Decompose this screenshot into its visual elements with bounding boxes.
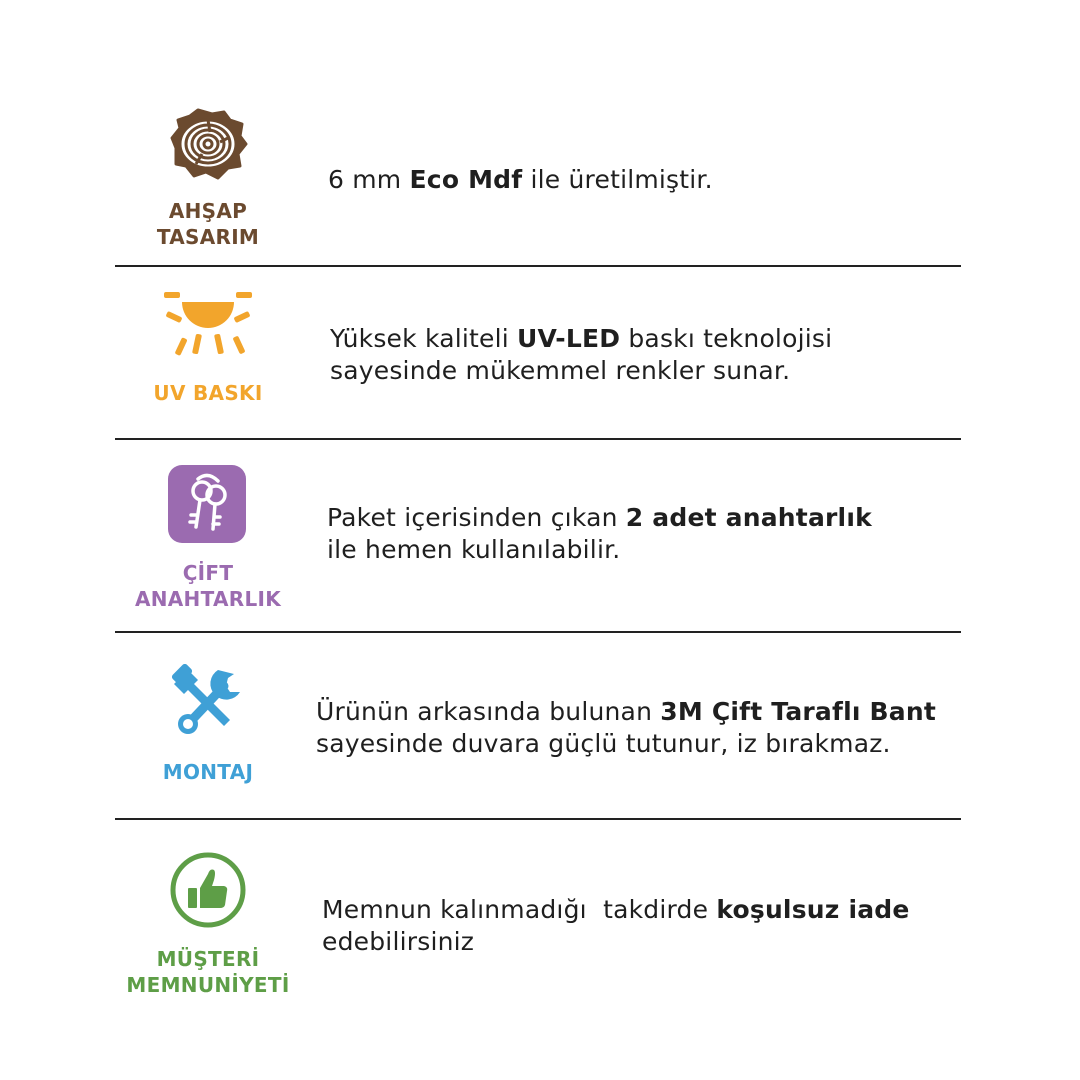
uv-description: Yüksek kaliteli UV-LED baskı teknolojisi sayesinde mükemmel renkler sunar. (330, 324, 833, 385)
customer-label: MÜŞTERİ MEMNUNİYETİ (126, 947, 290, 997)
uv-label: UV BASKI (153, 381, 263, 405)
divider-2 (115, 438, 961, 440)
sun-icon (164, 290, 252, 360)
tools-label: MONTAJ (162, 760, 254, 784)
keys-description: Paket içerisinden çıkan 2 adet anahtarlık ile hemen kullanılabilir. (327, 503, 872, 564)
thumbs-up-icon (168, 850, 248, 930)
wood-label: AHŞAP TASARIM (156, 199, 260, 249)
wood-log-icon (168, 108, 248, 180)
tools-description: Ürünün arkasında bulunan 3M Çift Taraflı Bant sayesinde duvara güçlü tutunur, iz bırakmaz. (316, 697, 936, 758)
divider-4 (115, 818, 961, 820)
wood-description: 6 mm Eco Mdf ile üretilmiştir. (328, 165, 713, 194)
customer-description: Memnun kalınmadığı takdirde koşulsuz iade edebilirsiniz (322, 895, 910, 956)
divider-1 (115, 265, 961, 267)
divider-3 (115, 631, 961, 633)
keys-icon (168, 465, 246, 543)
keys-label: ÇİFT ANAHTARLIK (134, 561, 282, 611)
tools-icon (168, 664, 246, 742)
